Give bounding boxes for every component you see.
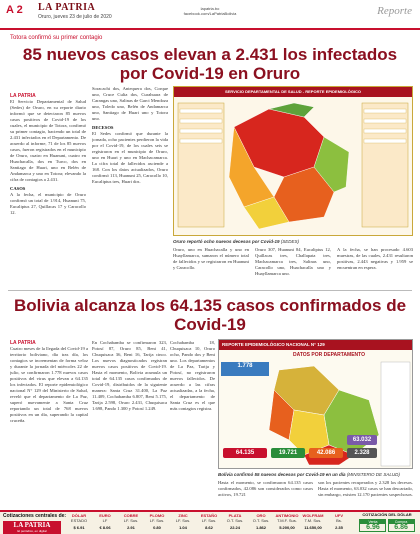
ticker-label: Cotizaciones centrales de:	[3, 513, 67, 519]
article-column: Hasta el momento, se confirmaron 64.135 casos confirmados, 42.086 son considerados como casos activos, 19.721	[218, 480, 313, 497]
paragraph: El Sedes confirmó que durante la jornada, ocho pacientes perdieron la vida por el Covid-19, de los cuales seis se registraron en el municipio de Oruro, uno en Huari y uno en Machacamarca. La cifra total de fallecidos asciende a 168. Con los datos actualizados, Oruro confirmó 113, Huanuni 25, Caracollo 10, Eucaliptus tres, Huari dos.	[92, 131, 168, 184]
article-headline: 85 nuevos casos elevan a 2.431 los infectados por Covid-19 en Oruro	[22, 45, 398, 83]
byline: LA PATRIA	[10, 93, 36, 99]
ticker-item: PLATA O.T. Sus. 22.24	[226, 513, 244, 530]
bolivia-map-infographic	[218, 339, 413, 469]
brand-box[interactable]: LA PATRIA El periódico, en digital	[3, 521, 61, 534]
page-number: A 2	[6, 4, 23, 16]
article-headline: Bolivia alcanza los 64.135 casos confirmados de Covid-19	[13, 296, 407, 334]
ticker-item: ORO O.T. Sus. 1.862	[252, 513, 270, 530]
stat-fallecidos: 2.328	[347, 448, 377, 458]
stat-recuperados: 19.721	[271, 448, 305, 458]
stat-activos: 42.086	[309, 448, 343, 458]
paragraph: Soracachi dos, Antequera dos, Corque uno, Cruce Culta dos, Curahuara de Carangas uno, Salinas de Garci Mendoza uno, Toledo uno, Belén de Andamarca uno, Santiago de Huari uno y Totora uno.	[92, 86, 168, 121]
ticker-item: COBRE LF. Sus. 2.91	[123, 513, 139, 530]
article-column	[10, 93, 86, 285]
article-column: A la fecha, se han procesado 4.603 muestras, de las cuales, 2.431 resultaron positivas, 2.443 negativas y 1.959 se encuentran en espera.	[337, 247, 413, 270]
paragraph: El Servicio Departamental de Salud (Sedes) de Oruro, en su reporte diario informó que se detectaron 85 nuevos casos positivos de Covid-19 de los cuales, el municipio de Totora, confirmó su primer contagio, haciendo un total de 2.431 infectados en el Departamento. De acuerdo al informe, 71 de los 85 nuevos casos, fueron registrados en el municipio de Oruro, cuatro en Huanuni, cuatro en Huachacalla, dos en Turco, dos en Santiago de Huari, uno en Belén de Andamarca y uno en Totora; elevando la cifra de contagios a 2.431.	[10, 99, 86, 182]
market-ticker	[0, 510, 420, 534]
article-column: Oruro 307, Huanuni 84, Eucaliptus 12, Quillacas tres, Challapata tres, Machacamarca tres, Salinas uno, Caracollo uno, Huachacalla uno y Huayllamarca uno.	[255, 247, 331, 276]
ticker-item: WOLFRAM T.M. Sus. 11.650,00	[302, 513, 324, 530]
ticker-item: PLOMO LF. Sus. 0.80	[149, 513, 165, 530]
masthead: LA PATRIA	[38, 2, 96, 13]
social-links[interactable]: lapatria.bo facebook.com/LaPatriaBolivia	[183, 6, 237, 16]
byline: LA PATRIA	[10, 340, 36, 346]
ticker-item: ZINC LF. Sus. 1.04	[175, 513, 191, 530]
oruro-map-graphic	[174, 97, 412, 235]
article-column	[92, 86, 168, 286]
ticker-item: ANTIMONIO T.M.F. Sus. 5.200,00	[275, 513, 299, 530]
map-caption: Oruro reportó ocho nuevos decesos por Covid-19 (SEDES)	[173, 239, 300, 244]
dateline: Oruro, jueves 23 de julio de 2020	[38, 14, 112, 20]
exchange-box: COTIZACIÓN DEL DÓLAR Venta 6.96 Compra 6.86	[355, 512, 419, 534]
section-title: Reporte	[377, 5, 412, 17]
article-column	[10, 340, 88, 505]
infographic-header: SERVICIO DEPARTAMENTAL DE SALUD - REPORTE EPIDEMIOLÓGICO	[174, 87, 412, 97]
compra-box: Compra 6.86	[388, 519, 415, 532]
ticker-item: DÓLAR ESTADO $ 6.91	[70, 513, 88, 530]
divider	[8, 290, 412, 291]
venta-box: Venta 6.96	[359, 519, 386, 532]
stat-nuevos: 1.778	[223, 363, 267, 375]
ticker-item: EURO LF € 8.06	[99, 513, 111, 530]
paragraph: A la fecha, el municipio de Oruro confirmó un total de 1.914, Huanuni 75, Eucaliptus 27, Quillacas 17 y Caracollo 12.	[10, 192, 86, 215]
article-kicker: Totora confirmó su primer contagio	[10, 35, 103, 41]
infographic-subheader: DATOS POR DEPARTAMENTO	[292, 352, 366, 358]
subheading: DECESOS	[92, 125, 114, 130]
infographic-header: REPORTE EPIDEMIOLÓGICO NACIONAL N° 129	[219, 340, 412, 350]
ticker-item: ESTAÑO LF. Sus. 8.62	[200, 513, 218, 530]
stat-confirmados: 64.135	[223, 448, 267, 458]
oruro-map-infographic	[173, 86, 413, 236]
stat-sospechosos: 63.032	[347, 435, 377, 445]
article-column: son los pacientes recuperados y 2.328 los decesos. Hasta el momento, 63.032 casos se han descartado, sin embargo, existen 12.170 pacientes sospechosos.	[318, 480, 413, 497]
ticker-item: UFV Bs. 2.35	[335, 513, 343, 530]
subheading: CASOS	[10, 186, 26, 191]
article-column: Cochabamba 18, Chuquisaca 10, Oruro ocho, Pando dos y Beni uno. Los departamentos de La Paz, Tarija y Potosí, no registraron nuevos fallecidos. De acuerdo a las cifras actualizadas, a la fecha, el departamento de Santa Cruz es el que más contagios registra.	[170, 340, 215, 411]
article-column: Oruro, uno en Huachacalla y uno en Huayllamarca, sumaron el número total de fallecidos y se registraron en Huanuni y Caracollo.	[173, 247, 249, 270]
map-caption: Bolivia confirmó 55 nuevos decesos por Covid-19 en un día (MINISTERIO DE SALUD)	[218, 472, 400, 477]
article-column: En Cochabamba se confirmaron 323, Potosí 87, Oruro 85, Beni 41, Chuquisaca 36, Beni 16, Tarija cinco. Los nuevos diagnosticados registran nuevos casos positivos de Covid-19. Hasta el momento, Bolivia acumula un total de 64.135 casos confirmados de Covid-19, distribuidos de la siguiente manera: Santa Cruz 31.400, La Paz 11.409, Cochabamba 6.807, Beni 5.175, Tarija 2.598, Oruro 2.431, Chuquisaca 1.698, Pando 1.300 y Potosí 1.249.	[92, 340, 167, 411]
paragraph: Cuatro meses de la llegada del Covid-19 a territorio boliviano, día tras día, los contagios se incrementan de forma veloz y durante la jornada del miércoles 22 de julio, se confirmaron 1.778 nuevos casos positivos del virus que elevan a 64.135 los infectados. El reporte epidemiológico nacional N° 129 del Ministerio de Salud, reveló que el departamento de La Paz, superó nuevamente a Santa Cruz reportando un total de 768 nuevos positivos en un día, superando la capital cruceña.	[10, 346, 88, 423]
